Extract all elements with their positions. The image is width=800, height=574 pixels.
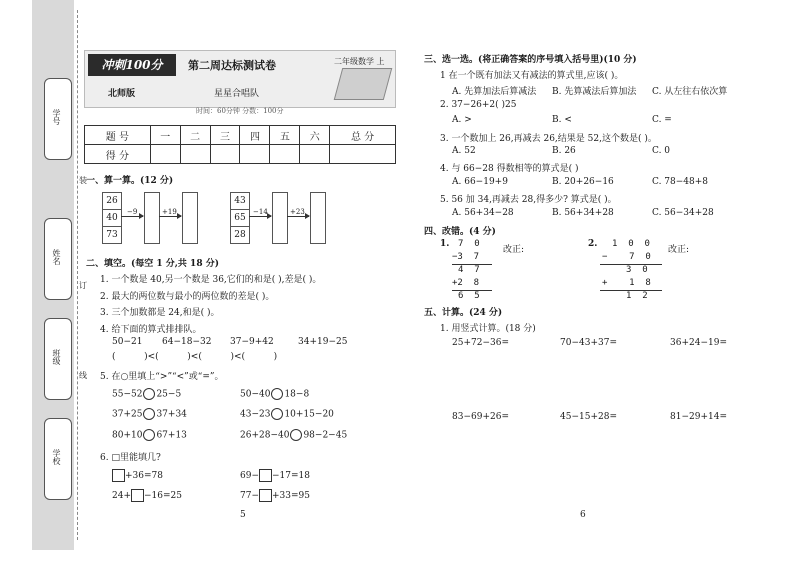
fill-box-item [112, 469, 163, 482]
page-title: 第二周达标测试卷 [188, 59, 276, 72]
sec3-option[interactable]: B. < [552, 115, 572, 125]
class-box[interactable] [44, 318, 72, 400]
fill-expr: 77− [240, 491, 259, 501]
sec2-title: 二、填空。(每空 1 分,共 18 分) [86, 259, 219, 269]
sec2-q5: 5. 在○里填上“>”“<”或“=”。 [100, 372, 224, 382]
score-cell[interactable] [270, 145, 300, 164]
vertical-calc-line: 6 5 [458, 291, 480, 301]
fill-expr: 69− [240, 471, 259, 481]
sec4-p1-number: 1. [440, 239, 450, 249]
sec3-option[interactable]: C. 56−34+28 [652, 208, 714, 218]
school-box[interactable] [44, 418, 72, 500]
sec3-option[interactable]: B. 26 [552, 146, 576, 156]
fill-box-item [240, 489, 310, 502]
vertical-calc-line: +2 8 [452, 278, 480, 288]
subtitle: 星星合唱队 [214, 89, 260, 99]
page-number-right: 6 [580, 510, 586, 520]
sec4-p2-number: 2. [588, 239, 598, 249]
compare-circle[interactable] [143, 388, 155, 400]
sec3-option[interactable]: C. 0 [652, 146, 671, 156]
exam-info: 时间：60分钟 分数：100分 [196, 107, 284, 115]
sec3-q5: 5. 56 加 34,再减去 28,得多少? 算式是( )。 [440, 195, 617, 205]
sec3-option[interactable]: B. 20+26−16 [552, 177, 614, 187]
score-header-cell: 四 [240, 126, 270, 145]
brand-logo: 冲刺100分 [88, 54, 176, 76]
sec2-q4-expr: 34+19−25 [298, 337, 348, 347]
score-cell[interactable] [240, 145, 270, 164]
compare-item [240, 388, 309, 400]
sec3-option[interactable]: B. 56+34+28 [552, 208, 614, 218]
sec1-title: 一、算一算。(12 分) [86, 176, 174, 186]
compare-right: 18−8 [284, 389, 310, 400]
vertical-calc-line: 1 0 0 [612, 239, 650, 249]
sec2-q2: 2. 最大的两位数与最小的两位数的差是( )。 [100, 292, 275, 302]
calc-expression: 83−69+26= [452, 412, 509, 422]
sec4-title: 四、改错。(4 分) [424, 227, 496, 237]
calc-expression: 36+24−19= [670, 338, 727, 348]
score-header-cell: 题 号 [85, 126, 151, 145]
compare-left: 26+28−40 [240, 430, 290, 441]
sec1-left-op1: −9 [127, 208, 138, 216]
sec3-option[interactable]: B. 先算减法后算加法 [552, 87, 637, 97]
score-header-cell: 三 [210, 126, 240, 145]
sec1-answer-column[interactable] [272, 192, 288, 244]
score-cell[interactable] [150, 145, 180, 164]
score-header-cell: 一 [150, 126, 180, 145]
sec1-left-value: 73 [106, 230, 118, 240]
score-cell[interactable] [210, 145, 240, 164]
edition-label: 北师版 [108, 89, 136, 99]
fill-expr: 24+ [112, 491, 131, 501]
compare-right: 98−2−45 [303, 430, 348, 441]
compare-item [240, 429, 347, 441]
score-header-row [85, 126, 396, 145]
arrow-icon [159, 216, 181, 217]
sec5-title: 五、计算。(24 分) [424, 308, 503, 318]
compare-item [112, 429, 187, 441]
calc-expression: 25+72−36= [452, 338, 509, 348]
score-header-cell: 总 分 [330, 126, 396, 145]
sec1-answer-column[interactable] [310, 192, 326, 244]
fill-box-item [240, 469, 310, 482]
sec1-right-value: 28 [234, 230, 246, 240]
vertical-calc-line: 3 0 [626, 265, 648, 275]
sec3-option[interactable]: A. 66−19+9 [452, 177, 508, 187]
score-cell[interactable] [330, 145, 396, 164]
sec1-left-op2: +19 [162, 208, 177, 216]
sec2-q4-expr: 64−18−32 [162, 337, 212, 347]
vertical-calc-line: 1 2 [626, 291, 648, 301]
compare-circle[interactable] [271, 388, 283, 400]
sec1-left-value: 40 [103, 210, 121, 227]
sec3-q2: 2. 37−26+2( )25 [440, 100, 517, 110]
grade-label: 二年级数学 上 [334, 57, 385, 66]
vertical-calc-line: 4 7 [458, 265, 480, 275]
calc-expression: 45−15+28= [560, 412, 617, 422]
sec2-q6: 6. □里能填几? [100, 453, 161, 463]
sec3-option[interactable]: A. 先算加法后算减法 [452, 87, 537, 97]
sec1-right-value: 43 [231, 193, 249, 210]
binding-char-zhuang: 装 [79, 176, 87, 185]
vertical-calc-line: − 7 0 [602, 252, 651, 262]
fill-box-item [112, 489, 182, 502]
sec3-option[interactable]: C. 从左往右依次算 [652, 87, 728, 97]
student-id-box[interactable] [44, 78, 72, 160]
sec1-left-input-column [102, 192, 122, 244]
sec2-q4-expr: 37−9+42 [230, 337, 274, 347]
compare-left: 80+10 [112, 430, 143, 441]
compare-right: 25−5 [156, 389, 182, 400]
compare-circle[interactable] [290, 429, 302, 441]
student-id-label: 学号 [52, 109, 61, 125]
sec2-q4-expr: 50−21 [112, 337, 143, 347]
fix-label: 改正: [668, 245, 690, 255]
sec5-q1: 1. 用竖式计算。(18 分) [440, 324, 536, 334]
sec1-right-value: 65 [231, 210, 249, 227]
name-label: 姓名 [52, 249, 61, 265]
score-header-cell: 二 [180, 126, 210, 145]
class-label: 班级 [52, 349, 61, 365]
compare-left: 55−52 [112, 389, 143, 400]
score-header-cell: 六 [300, 126, 330, 145]
sec1-answer-column[interactable] [144, 192, 160, 244]
score-header-cell: 五 [270, 126, 300, 145]
fill-expr: +33=95 [272, 491, 310, 501]
sec1-left-value: 26 [103, 193, 121, 210]
sec2-q3: 3. 三个加数都是 24,和是( )。 [100, 308, 220, 318]
compare-left: 43−23 [240, 409, 271, 420]
sec1-right-input-column [230, 192, 250, 244]
score-cell[interactable] [300, 145, 330, 164]
score-row-label: 得 分 [85, 145, 151, 164]
calc-expression: 70−43+37= [560, 338, 617, 348]
sec1-answer-column[interactable] [182, 192, 198, 244]
sec3-q1: 1 在一个既有加法又有减法的算式里,应该( )。 [440, 71, 624, 81]
compare-right: 10+15−20 [284, 409, 334, 420]
fill-expr: −17=18 [272, 471, 310, 481]
fill-box[interactable] [259, 489, 272, 502]
compare-left: 37+25 [112, 409, 143, 420]
page-number-left: 5 [240, 510, 246, 520]
book-illustration [334, 68, 393, 100]
sec3-title: 三、选一选。(将正确答案的序号填入括号里)(10 分) [424, 55, 637, 65]
sec3-option[interactable]: A. > [452, 115, 472, 125]
compare-circle[interactable] [143, 408, 155, 420]
score-table [84, 125, 396, 164]
fill-expr: −16=25 [144, 491, 182, 501]
compare-right: 37+34 [156, 409, 187, 420]
arrow-icon [287, 216, 309, 217]
sec1-right-op1: −14 [253, 208, 268, 216]
sec2-q4: 4. 给下面的算式排排队。 [100, 325, 202, 335]
score-cell[interactable] [180, 145, 210, 164]
compare-left: 50−40 [240, 389, 271, 400]
sec1-right-op2: +23 [290, 208, 305, 216]
vertical-calc-line: −3 7 [452, 252, 480, 262]
sec3-option[interactable]: A. 56+34−28 [452, 208, 514, 218]
sec3-q3: 3. 一个数加上 26,再减去 26,结果是 52,这个数是( )。 [440, 134, 657, 144]
compare-item [112, 408, 187, 420]
sec2-q4-blanks[interactable]: ( )<( )<( )<( ) [112, 352, 278, 362]
calc-expression: 81−29+14= [670, 412, 727, 422]
compare-circle[interactable] [271, 408, 283, 420]
sec3-option[interactable]: C. = [652, 115, 672, 125]
fill-expr: +36=78 [125, 471, 163, 481]
arrow-icon [121, 216, 143, 217]
sec3-option[interactable]: C. 78−48+8 [652, 177, 708, 187]
vertical-calc-line: + 1 8 [602, 278, 651, 288]
vertical-calc-line: 7 0 [458, 239, 480, 249]
name-box[interactable] [44, 218, 72, 300]
sec3-q4: 4. 与 66−28 得数相等的算式是( ) [440, 164, 579, 174]
fill-box[interactable] [259, 469, 272, 482]
school-label: 学校 [52, 449, 61, 465]
compare-circle[interactable] [143, 429, 155, 441]
compare-right: 67+13 [156, 430, 187, 441]
cut-line [77, 10, 78, 540]
binding-char-xian: 线 [79, 371, 87, 380]
fix-label: 改正: [503, 245, 525, 255]
score-value-row [85, 145, 396, 164]
fill-box[interactable] [131, 489, 144, 502]
compare-item [112, 388, 181, 400]
sec2-q1: 1. 一个数是 40,另一个数是 36,它们的和是( ),差是( )。 [100, 275, 322, 285]
binding-char-ding: 订 [79, 281, 87, 290]
sec3-option[interactable]: A. 52 [452, 146, 476, 156]
fill-box[interactable] [112, 469, 125, 482]
arrow-icon [249, 216, 271, 217]
compare-item [240, 408, 334, 420]
